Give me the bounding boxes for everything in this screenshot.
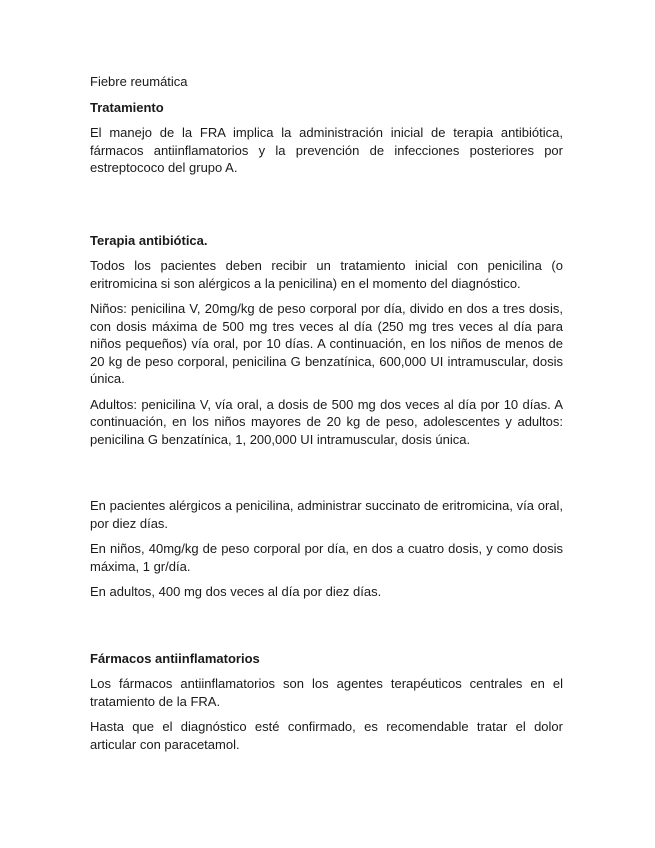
paragraph-alergicos-adultos: En adultos, 400 mg dos veces al día por diez días.	[90, 584, 382, 599]
paragraph-adultos-dosis: Adultos: penicilina V, vía oral, a dosis de 500 mg dos veces al día por 10 días. A continuación, en los niños mayores de 20 kg de peso, adolescentes y adultos: penicilina G benzatínica, 1, 200,000 UI intramuscular, dosis única.	[90, 396, 563, 447]
paragraph-tratamiento: El manejo de la FRA implica la administración inicial de terapia antibiótica, fármacos antiinflamatorios y la prevención de infecciones posteriores por estreptococo del grupo A.	[90, 125, 563, 175]
document-title: Fiebre reumática	[90, 74, 188, 89]
heading-farmacos-antiinflamatorios: Fármacos antiinflamatorios	[90, 650, 260, 666]
heading-terapia-antibiotica: Terapia antibiótica.	[90, 232, 208, 248]
paragraph-ninos-dosis: Niños: penicilina V, 20mg/kg de peso corporal por día, divido en dos a tres dosis, con dosis máxima de 500 mg tres veces al día (250 mg tres veces al día para niños pequeños) vía oral, por 10 días. A continuación, en los niños de menos de 20 kg de peso corporal, penicilina G benzatínica, 600,000 UI intramuscular, dosis única.	[90, 301, 563, 386]
heading-tratamiento: Tratamiento	[90, 99, 164, 115]
paragraph-farmacos-agentes: Los fármacos antiinflamatorios son los agentes terapéuticos centrales en el tratamiento de la FRA.	[90, 676, 563, 709]
paragraph-farmacos-paracetamol: Hasta que el diagnóstico esté confirmado, es recomendable tratar el dolor articular con paracetamol.	[90, 719, 563, 752]
paragraph-terapia-inicial: Todos los pacientes deben recibir un tratamiento inicial con penicilina (o eritromicina si son alérgicos a la penicilina) en el momento del diagnóstico.	[90, 258, 563, 291]
paragraph-alergicos: En pacientes alérgicos a penicilina, administrar succinato de eritromicina, vía oral, por diez días.	[90, 498, 563, 531]
paragraph-alergicos-ninos: En niños, 40mg/kg de peso corporal por día, en dos a cuatro dosis, y como dosis máxima, 1 gr/día.	[90, 541, 563, 574]
document-page	[90, 73, 563, 753]
